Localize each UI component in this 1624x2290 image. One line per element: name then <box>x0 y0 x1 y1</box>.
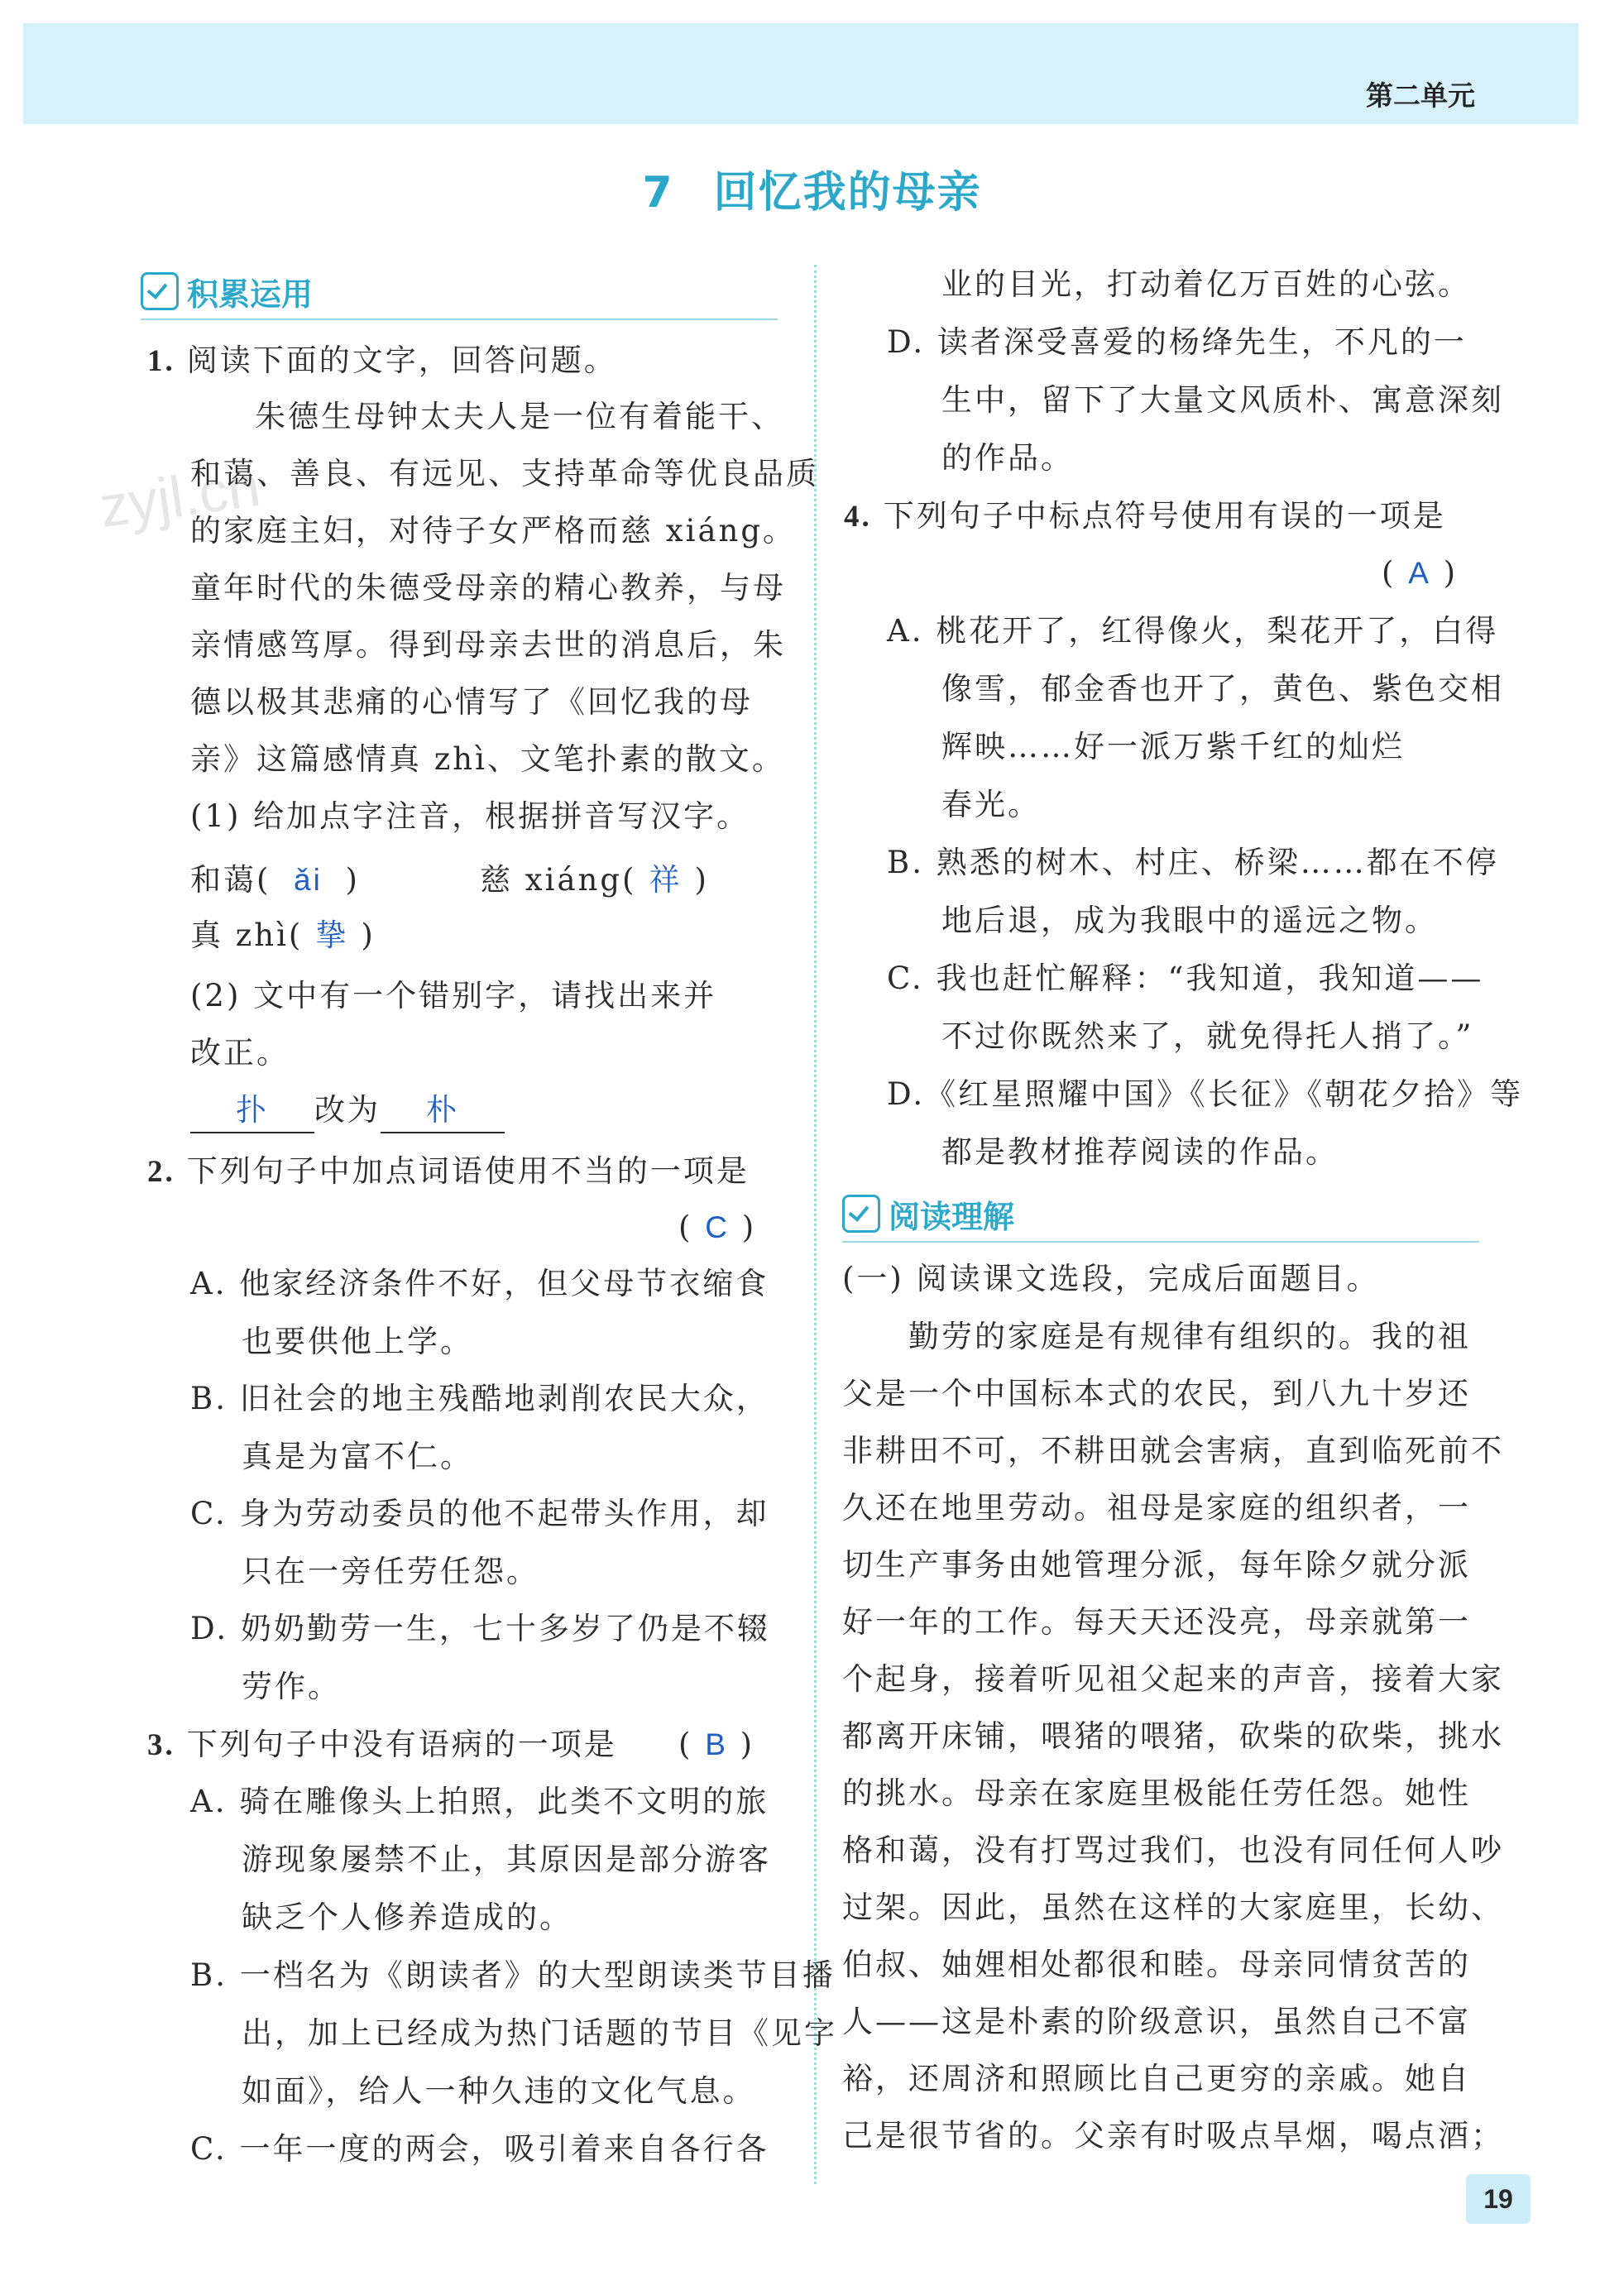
section-underline <box>842 1241 1479 1243</box>
q3-number: 3. <box>147 1728 175 1762</box>
reading-line: 个起身，接着听见祖父起来的声音，接着大家 <box>842 1661 1504 1697</box>
q3-option-b-cont: 出，加上已经成为热门话题的节目《见字 <box>242 2015 837 2051</box>
section-reading <box>842 1191 1479 1238</box>
q1-answer-1 <box>190 859 360 902</box>
q1-passage-line: 亲》这篇感情真 zhì、文笔扑素的散文。 <box>190 741 785 777</box>
q4-option-a: A. 桃花开了，红得像火，梨花开了，白得 <box>887 613 1499 649</box>
reading-line: 好一年的工作。每天天还没亮，母亲就第一 <box>842 1604 1471 1640</box>
q1-change-label: 改为 <box>314 1092 381 1128</box>
q4-option-c: C. 我也赶忙解释：“我知道，我知道—— <box>887 961 1484 996</box>
page-title <box>0 157 1624 219</box>
q1-stem <box>147 339 617 383</box>
q3-option-d-cont: 的作品。 <box>941 440 1074 476</box>
q3-option-c: C. 一年一度的两会，吸引着来自各行各 <box>190 2131 769 2167</box>
q1-answer-3 <box>190 914 376 957</box>
q1-a1-word: 和蔼( <box>190 862 271 898</box>
q1-passage-line: 和蔼、善良、有远见、支持革命等优良品质 <box>190 456 819 491</box>
check-icon <box>141 272 179 310</box>
q1-a1-answer: ǎi <box>294 863 323 897</box>
q2-answer-letter: C <box>705 1210 730 1244</box>
q1-answer-2 <box>480 859 709 902</box>
unit-label: 第二单元 <box>1366 79 1475 112</box>
reading-line: 伯叔、妯娌相处都很和睦。母亲同情贫苦的 <box>842 1947 1471 1982</box>
q3-option-a-cont: 游现象屡禁不止，其原因是部分游客 <box>242 1842 771 1877</box>
q1-passage-line: 朱德生母钟太夫人是一位有着能干、 <box>255 399 784 434</box>
q2-number: 2. <box>147 1155 175 1189</box>
q2-option-b: B. 旧社会的地主残酷地剥削农民大众， <box>190 1381 769 1416</box>
reading-line: 久还在地里劳动。祖母是家庭的组织者，一 <box>842 1490 1471 1526</box>
q2-option-d-cont: 劳作。 <box>242 1669 341 1704</box>
q1-a2-answer: 祥 <box>649 863 683 897</box>
q4-option-d-cont: 都是教材推荐阅读的作品。 <box>941 1134 1339 1170</box>
q3-option-b: B. 一档名为《朗读者》的大型朗读类节目播 <box>190 1957 836 1993</box>
q2-option-c: C. 身为劳动委员的他不起带头作用，却 <box>190 1496 769 1531</box>
q1-right-char: 朴 <box>381 1089 505 1133</box>
q2-option-a: A. 他家经济条件不好，但父母节衣缩食 <box>190 1266 769 1301</box>
q4-option-a-cont: 春光。 <box>941 787 1041 822</box>
q3-option-c-cont: 业的目光，打动着亿万百姓的心弦。 <box>941 266 1471 302</box>
q4-option-a-cont: 像雪，郁金香也开了，黄色、紫色交相 <box>941 671 1504 707</box>
reading-line: 非耕田不可，不耕田就会害病，直到临死前不 <box>842 1433 1504 1468</box>
reading-line: 己是很节省的。父亲有时吸点旱烟，喝点酒； <box>842 2118 1504 2153</box>
q1-sub1: (1) 给加点字注音，根据拼音写汉字。 <box>190 798 750 834</box>
q1-number: 1. <box>147 344 175 378</box>
reading-intro: (一) 阅读课文选段，完成后面题目。 <box>842 1261 1380 1296</box>
q4-option-d: D.《红星照耀中国》《长征》《朝花夕拾》等 <box>887 1076 1524 1112</box>
q1-a2-close: ) <box>694 862 709 898</box>
section-accumulate-label: 积累运用 <box>187 276 314 313</box>
q1-passage-line: 童年时代的朱德受母亲的精心教养，与母 <box>190 570 786 606</box>
q3-option-d-cont: 生中，留下了大量文风质朴、寓意深刻 <box>941 382 1504 418</box>
q1-stem-text: 阅读下面的文字，回答问题。 <box>186 343 617 378</box>
q2-stem-text: 下列句子中加点词语使用不当的一项是 <box>186 1153 750 1189</box>
lesson-title: 回忆我的母亲 <box>713 168 982 218</box>
q1-a3-close: ) <box>361 917 376 953</box>
q4-option-a-cont: 辉映……好一派万紫千红的灿烂 <box>941 729 1405 764</box>
q2-option-d: D. 奶奶勤劳一生，七十多岁了仍是不辍 <box>190 1611 770 1646</box>
q2-option-a-cont: 也要供他上学。 <box>242 1324 473 1359</box>
q1-passage-line: 亲情感笃厚。得到母亲去世的消息后，朱 <box>190 627 786 663</box>
check-icon <box>842 1195 880 1233</box>
column-divider <box>814 265 817 2184</box>
q4-stem-text: 下列句子中标点符号使用有误的一项是 <box>883 498 1446 534</box>
q1-passage-line: 的家庭主妇，对待子女严格而慈 xiáng。 <box>190 513 797 549</box>
section-accumulate <box>141 269 778 315</box>
q4-option-b-cont: 地后退，成为我眼中的遥远之物。 <box>941 903 1438 938</box>
reading-line: 格和蔼，没有打骂过我们，也没有同任何人吵 <box>842 1832 1504 1868</box>
q2-answer: ( C ) <box>678 1210 757 1245</box>
q2-option-c-cont: 只在一旁任劳任怨。 <box>242 1554 539 1589</box>
q3-answer-letter: B <box>705 1727 728 1761</box>
q4-answer: ( A ) <box>1382 555 1459 591</box>
q1-a1-close: ) <box>345 862 360 898</box>
reading-line: 的挑水。母亲在家庭里极能任劳任怨。她性 <box>842 1775 1471 1811</box>
q3-answer: ( B ) <box>678 1727 755 1762</box>
lesson-number: 7 <box>642 168 674 218</box>
q3-stem-text: 下列句子中没有语病的一项是 <box>186 1727 617 1762</box>
q2-option-b-cont: 真是为富不仁。 <box>242 1439 473 1474</box>
watermark: zyjl.cn <box>95 453 264 540</box>
reading-line: 父是一个中国标本式的农民，到八九十岁还 <box>842 1376 1471 1411</box>
q4-option-b: B. 熟悉的树木、村庄、桥梁……都在不停 <box>887 845 1499 880</box>
q3-option-a: A. 骑在雕像头上拍照，此类不文明的旅 <box>190 1784 769 1819</box>
q1-wrong-char: 扑 <box>190 1089 314 1133</box>
section-underline <box>141 319 778 320</box>
q4-option-c-cont: 不过你既然来了，就免得托人捎了。” <box>941 1018 1474 1054</box>
q1-correction <box>190 1089 505 1133</box>
section-reading-label: 阅读理解 <box>889 1199 1015 1235</box>
q4-answer-letter: A <box>1408 556 1431 590</box>
q3-option-a-cont: 缺乏个人修养造成的。 <box>242 1900 572 1935</box>
q1-passage-line: 德以极其悲痛的心情写了《回忆我的母 <box>190 684 753 720</box>
q1-sub2-cont: 改正。 <box>190 1035 290 1071</box>
reading-line: 切生产事务由她管理分派，每年除夕就分派 <box>842 1547 1471 1583</box>
q3-stem <box>147 1723 617 1767</box>
q4-number: 4. <box>844 500 872 534</box>
reading-line: 人——这是朴素的阶级意识，虽然自己不富 <box>842 2004 1471 2039</box>
page-number: 19 <box>1466 2174 1531 2224</box>
reading-line: 都离开床铺，喂猪的喂猪，砍柴的砍柴，挑水 <box>842 1718 1504 1754</box>
q2-stem <box>147 1150 750 1194</box>
q1-a3-word: 真 zhì( <box>190 917 304 953</box>
reading-line: 勤劳的家庭是有规律有组织的。我的祖 <box>908 1319 1471 1354</box>
q1-a2-word: 慈 xiáng( <box>480 862 637 898</box>
q1-sub2: (2) 文中有一个错别字，请找出来并 <box>190 978 717 1013</box>
header-banner <box>23 23 1578 124</box>
q4-stem <box>844 495 1446 539</box>
q3-option-d: D. 读者深受喜爱的杨绛先生，不凡的一 <box>887 324 1467 360</box>
q1-a3-answer: 挚 <box>315 918 349 952</box>
reading-line: 过架。因此，虽然在这样的大家庭里，长幼、 <box>842 1890 1504 1925</box>
q3-option-b-cont: 如面》，给人一种久违的文化气息。 <box>242 2073 756 2109</box>
reading-line: 裕，还周济和照顾比自己更穷的亲戚。她自 <box>842 2061 1471 2096</box>
